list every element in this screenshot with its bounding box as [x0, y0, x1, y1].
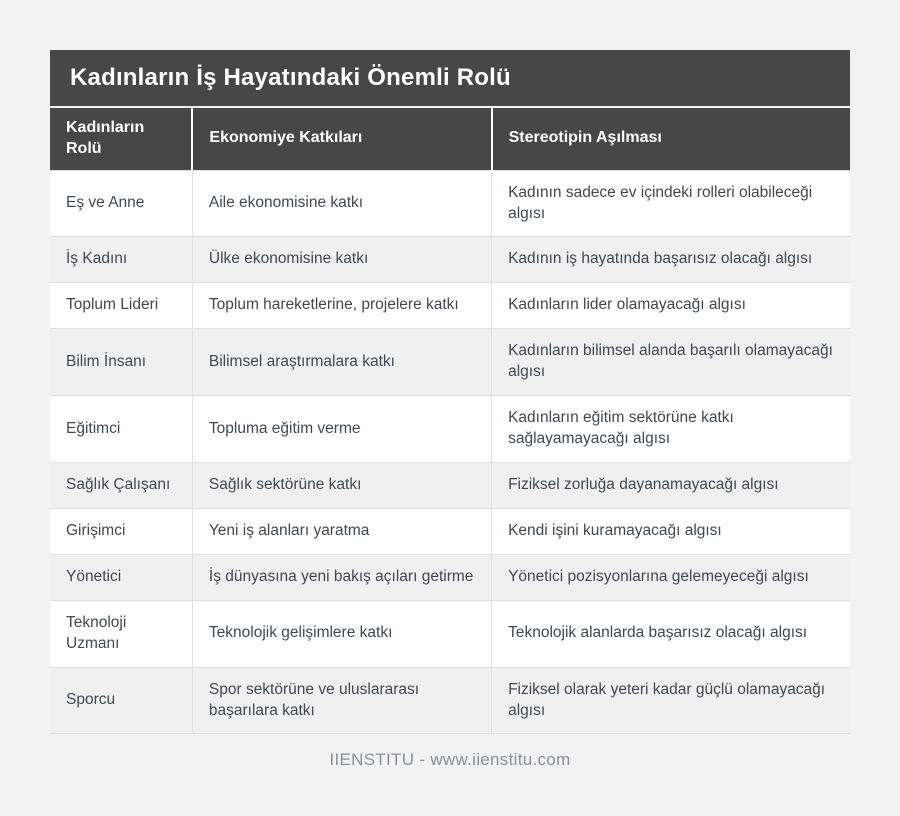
cell-contribution: Yeni iş alanları yaratma	[192, 508, 491, 554]
cell-contribution: Spor sektörüne ve uluslararası başarılara katkı	[192, 667, 491, 734]
table-row	[50, 554, 850, 600]
table-row	[50, 600, 850, 667]
cell-stereotype: Kadınların eğitim sektörüne katkı sağlayamayacağı algısı	[492, 396, 850, 463]
cell-contribution: Aile ekonomisine katkı	[192, 170, 491, 237]
table-row	[50, 329, 850, 396]
cell-role: Sporcu	[50, 667, 192, 734]
cell-stereotype: Yönetici pozisyonlarına gelemeyeceği algısı	[492, 554, 850, 600]
cell-role: Eğitimci	[50, 396, 192, 463]
column-header-economy: Ekonomiye Katkıları	[192, 108, 491, 170]
cell-contribution: Teknolojik gelişimlere katkı	[192, 600, 491, 667]
column-header-role: Kadınların Rolü	[50, 108, 192, 170]
table-body	[50, 170, 850, 734]
footer-branding: IIENSTITU - www.iienstitu.com	[329, 750, 571, 770]
cell-stereotype: Fiziksel zorluğa dayanamayacağı algısı	[492, 462, 850, 508]
table-row	[50, 170, 850, 237]
cell-contribution: Sağlık sektörüne katkı	[192, 462, 491, 508]
cell-contribution: Toplum hareketlerine, projelere katkı	[192, 283, 491, 329]
cell-role: Sağlık Çalışanı	[50, 462, 192, 508]
table-row	[50, 667, 850, 734]
table-row	[50, 462, 850, 508]
table-row	[50, 237, 850, 283]
cell-role: Teknoloji Uzmanı	[50, 600, 192, 667]
cell-role: Bilim İnsanı	[50, 329, 192, 396]
table-row	[50, 283, 850, 329]
table-row	[50, 396, 850, 463]
cell-role: Girişimci	[50, 508, 192, 554]
women-roles-table	[50, 108, 850, 734]
cell-stereotype: Fiziksel olarak yeteri kadar güçlü olamayacağı algısı	[492, 667, 850, 734]
cell-role: Eş ve Anne	[50, 170, 192, 237]
cell-stereotype: Kadınların lider olamayacağı algısı	[492, 283, 850, 329]
cell-stereotype: Kendi işini kuramayacağı algısı	[492, 508, 850, 554]
cell-stereotype: Teknolojik alanlarda başarısız olacağı algısı	[492, 600, 850, 667]
cell-stereotype: Kadının iş hayatında başarısız olacağı algısı	[492, 237, 850, 283]
table-card	[50, 50, 850, 770]
cell-role: Yönetici	[50, 554, 192, 600]
page-title: Kadınların İş Hayatındaki Önemli Rolü	[50, 50, 850, 106]
cell-stereotype: Kadınların bilimsel alanda başarılı olamayacağı algısı	[492, 329, 850, 396]
cell-stereotype: Kadının sadece ev içindeki rolleri olabileceği algısı	[492, 170, 850, 237]
table-row	[50, 508, 850, 554]
cell-contribution: İş dünyasına yeni bakış açıları getirme	[192, 554, 491, 600]
column-header-stereotype: Stereotipin Aşılması	[492, 108, 850, 170]
cell-contribution: Bilimsel araştırmalara katkı	[192, 329, 491, 396]
cell-contribution: Topluma eğitim verme	[192, 396, 491, 463]
table-header	[50, 108, 850, 170]
cell-contribution: Ülke ekonomisine katkı	[192, 237, 491, 283]
header-row	[50, 108, 850, 170]
cell-role: Toplum Lideri	[50, 283, 192, 329]
cell-role: İş Kadını	[50, 237, 192, 283]
